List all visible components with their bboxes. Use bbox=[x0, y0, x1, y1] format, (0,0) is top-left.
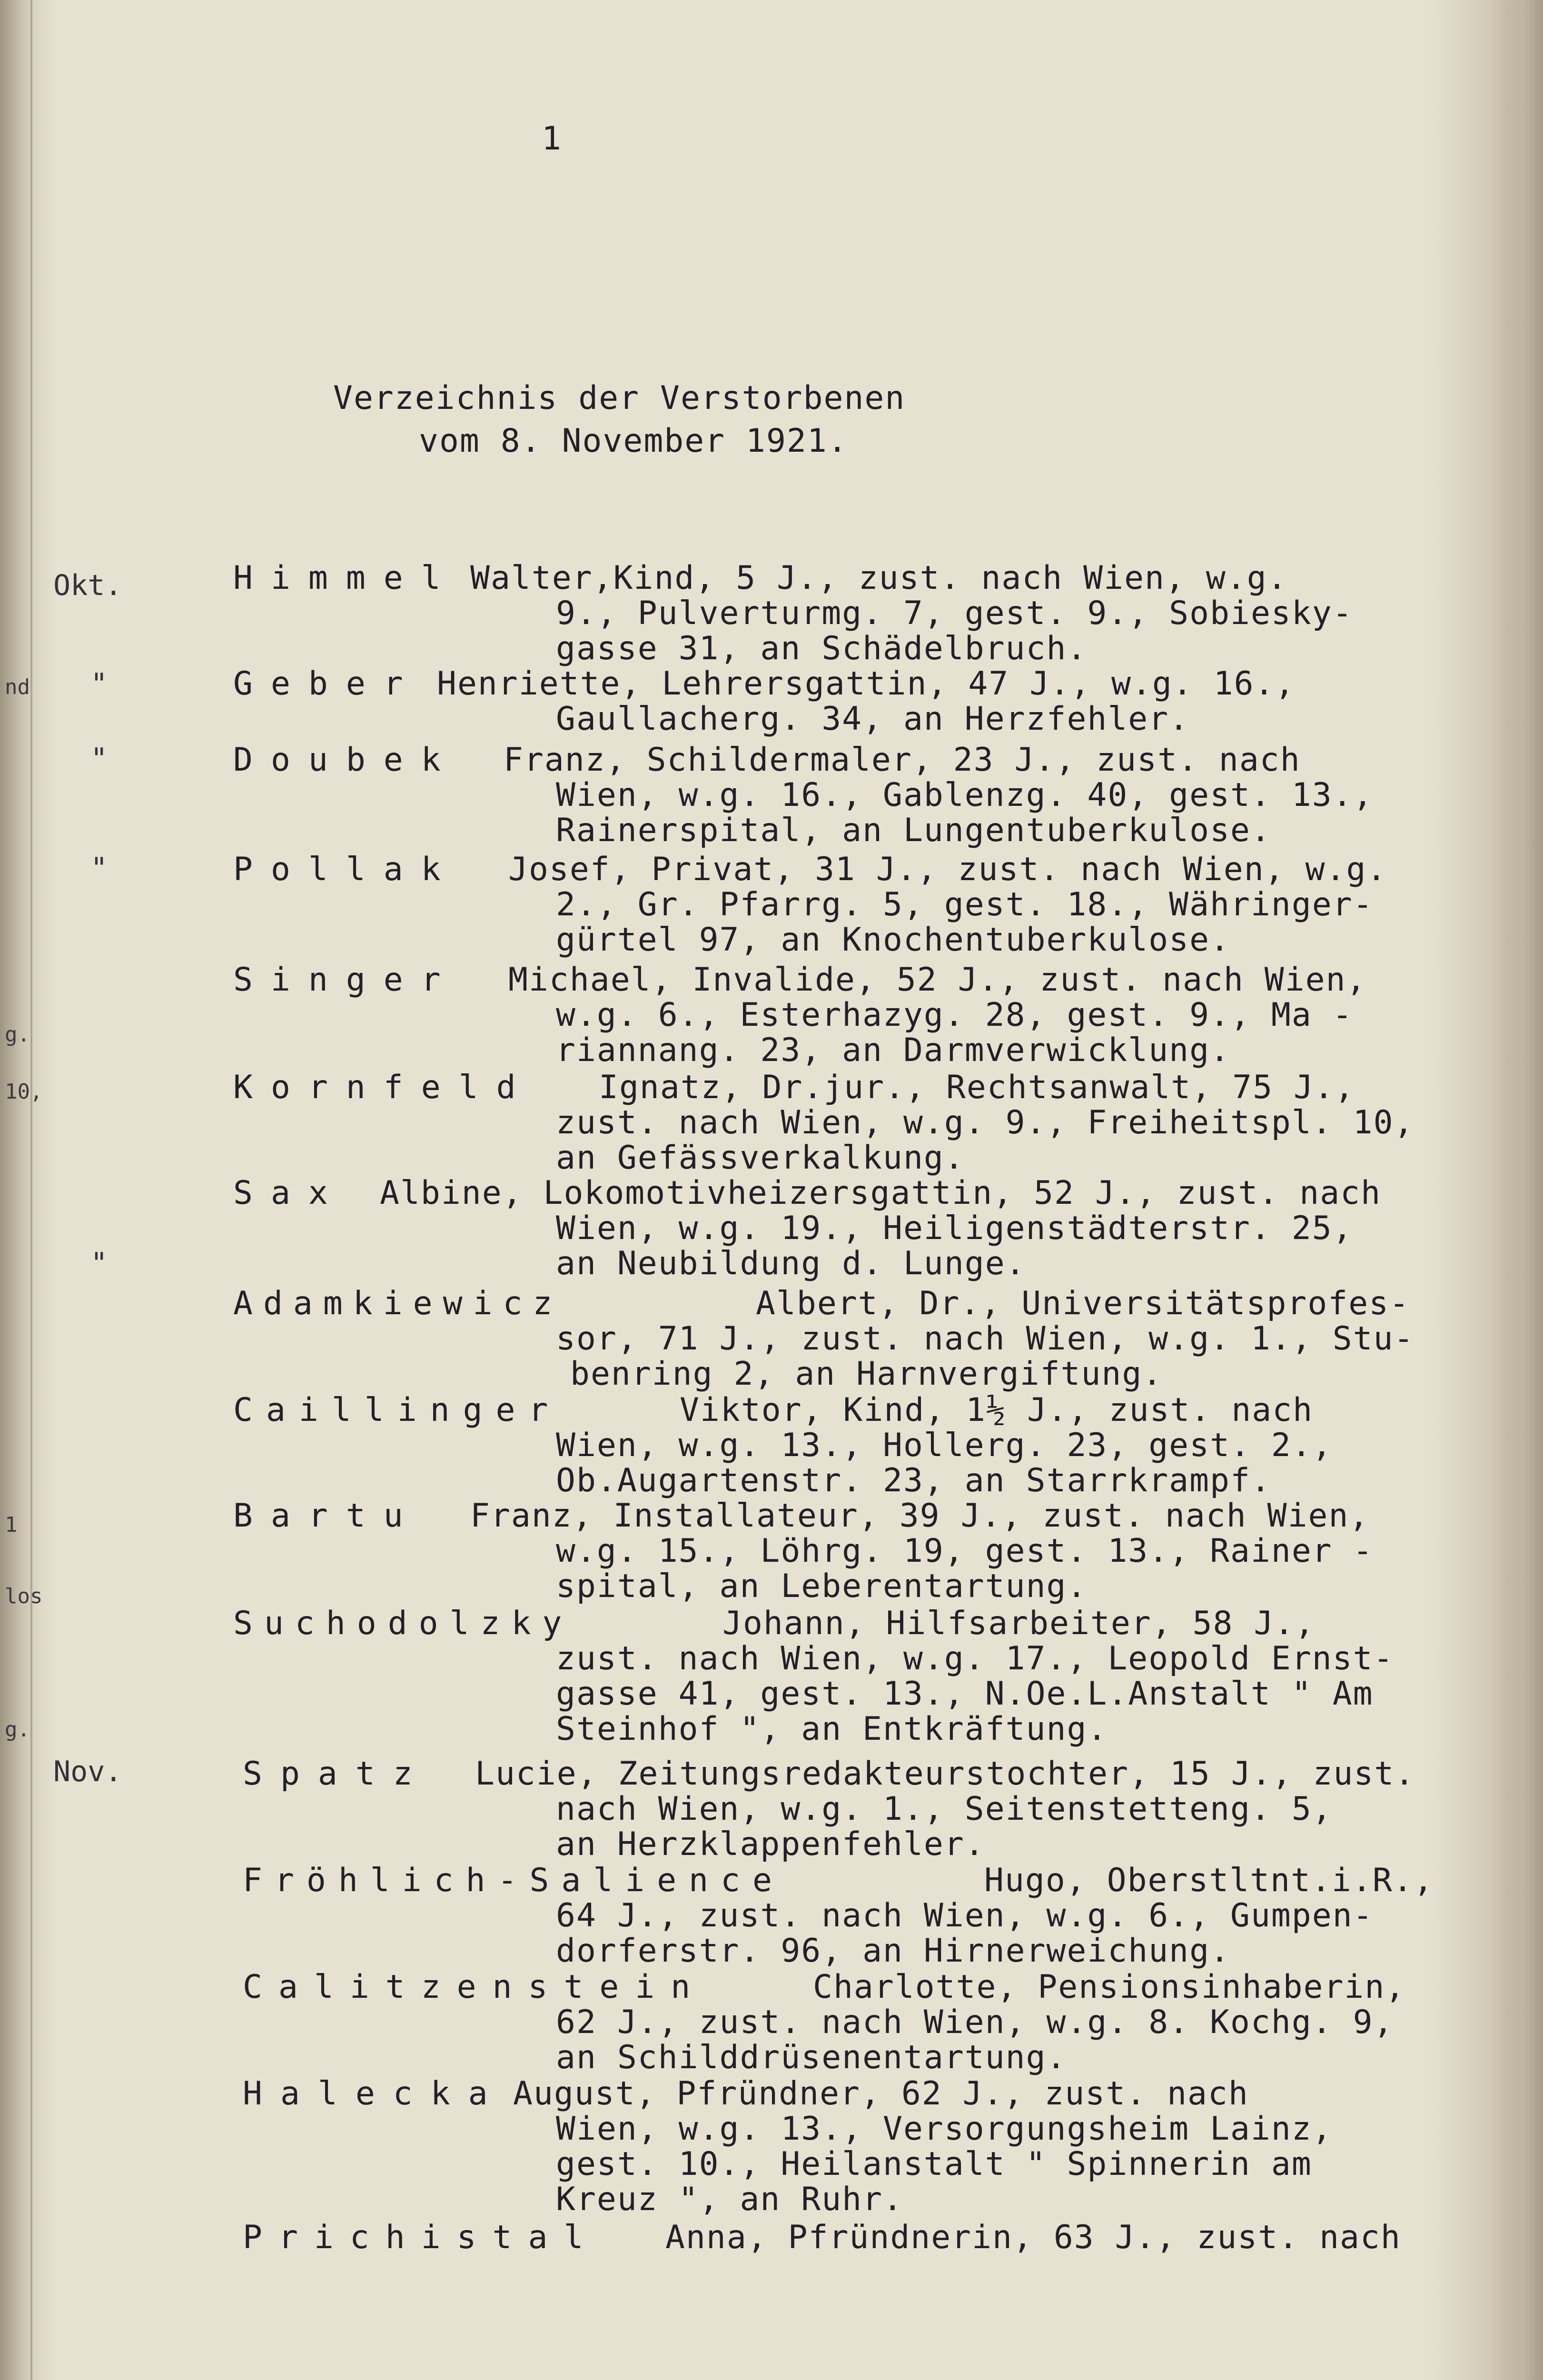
entry-text: Michael, Invalide, 52 J., zust. nach Wien, bbox=[508, 961, 1367, 999]
margin-ditto: " bbox=[90, 667, 108, 701]
entry-text: Hugo, Oberstltnt.i.R., bbox=[984, 1862, 1434, 1899]
entry-text: Viktor, Kind, 1½ J., zust. nach bbox=[680, 1391, 1314, 1429]
margin-date: Nov. bbox=[53, 1755, 122, 1788]
document-date: vom 8. November 1921. bbox=[419, 422, 848, 460]
entry-text: 9., Pulverturmg. 7, gest. 9., Sobiesky- bbox=[556, 595, 1353, 632]
entry-text: gasse 31, an Schädelbruch. bbox=[556, 630, 1088, 667]
entry-text: Charlotte, Pensionsinhaberin, bbox=[813, 1968, 1406, 2006]
margin-ditto: " bbox=[90, 1247, 108, 1280]
entry-text: Albert, Dr., Universitätsprofes- bbox=[756, 1285, 1410, 1322]
surname: Halecka bbox=[243, 2075, 506, 2112]
entry-text: Wien, w.g. 13., Hollerg. 23, gest. 2., bbox=[556, 1427, 1333, 1464]
entry-text: Josef, Privat, 31 J., zust. nach Wien, w.g. bbox=[508, 851, 1387, 888]
right-page-edge bbox=[1491, 0, 1543, 2380]
entry-text: Gaullacherg. 34, an Herzfehler. bbox=[556, 700, 1190, 738]
entry-text: sor, 71 J., zust. nach Wien, w.g. 1., Stu- bbox=[556, 1320, 1414, 1358]
margin-date: Okt. bbox=[53, 569, 122, 602]
surname: Kornfeld bbox=[233, 1069, 534, 1106]
entry-text: Lucie, Zeitungsredakteurstochter, 15 J., zust. bbox=[475, 1755, 1415, 1793]
entry-text: Franz, Schildermaler, 23 J., zust. nach bbox=[504, 741, 1301, 779]
entry-text: Henriette, Lehrersgattin, 47 J., w.g. 16., bbox=[437, 665, 1296, 703]
surname: Sax bbox=[233, 1174, 346, 1212]
entry-text: an Schilddrüsenentartung. bbox=[556, 2039, 1067, 2076]
entry-text: 62 J., zust. nach Wien, w.g. 8. Kochg. 9, bbox=[556, 2003, 1394, 2041]
surname: Pollak bbox=[233, 851, 459, 888]
edge-fragment: g. bbox=[5, 1022, 30, 1047]
entry-text: 2., Gr. Pfarrg. 5, gest. 18., Währinger- bbox=[556, 886, 1374, 923]
entry-text: Ignatz, Dr.jur., Rechtsanwalt, 75 J., bbox=[599, 1069, 1355, 1106]
surname: Fröhlich-Salience bbox=[243, 1862, 784, 1899]
entry-text: Johann, Hilfsarbeiter, 58 J., bbox=[722, 1605, 1316, 1642]
entry-text: Wien, w.g. 13., Versorgungsheim Lainz, bbox=[556, 2110, 1333, 2148]
entry-text: w.g. 6., Esterhazyg. 28, gest. 9., Ma - bbox=[556, 996, 1353, 1034]
entry-text: nach Wien, w.g. 1., Seitenstetteng. 5, bbox=[556, 1790, 1333, 1828]
entry-text: 64 J., zust. nach Wien, w.g. 6., Gumpen- bbox=[556, 1897, 1374, 1934]
entry-text: Kreuz ", an Ruhr. bbox=[556, 2181, 903, 2218]
entry-text: Walter,Kind, 5 J., zust. nach Wien, w.g. bbox=[470, 559, 1288, 597]
entry-text: zust. nach Wien, w.g. 17., Leopold Ernst- bbox=[556, 1640, 1394, 1677]
entry-text: an Gefässverkalkung. bbox=[556, 1139, 965, 1177]
entry-text: an Herzklappenfehler. bbox=[556, 1825, 985, 1863]
surname: Doubek bbox=[233, 741, 459, 779]
entry-text: spital, an Leberentartung. bbox=[556, 1567, 1088, 1605]
entry-text: Steinhof ", an Entkräftung. bbox=[556, 1710, 1108, 1748]
surname: Suchodolzky bbox=[233, 1605, 574, 1642]
margin-ditto: " bbox=[90, 742, 108, 775]
surname: Adamkiewicz bbox=[233, 1285, 563, 1322]
surname: Bartu bbox=[233, 1497, 421, 1535]
entry-text: Wien, w.g. 16., Gablenzg. 40, gest. 13., bbox=[556, 776, 1374, 814]
entry-text: Albine, Lokomotivheizersgattin, 52 J., zust. nach bbox=[380, 1174, 1382, 1212]
entry-text: Anna, Pfründnerin, 63 J., zust. nach bbox=[665, 2219, 1401, 2256]
edge-fragment: 10, bbox=[5, 1080, 43, 1104]
edge-fragment: g. bbox=[5, 1717, 30, 1742]
entry-text: benring 2, an Harnvergiftung. bbox=[570, 1355, 1163, 1393]
entry-text: zust. nach Wien, w.g. 9., Freiheitspl. 10, bbox=[556, 1104, 1414, 1141]
entry-text: w.g. 15., Löhrg. 19, gest. 13., Rainer - bbox=[556, 1532, 1374, 1570]
entry-text: gürtel 97, an Knochentuberkulose. bbox=[556, 921, 1231, 959]
surname: Singer bbox=[233, 961, 459, 999]
surname: Caillinger bbox=[233, 1391, 562, 1429]
entry-text: August, Pfründner, 62 J., zust. nach bbox=[513, 2075, 1249, 2112]
surname: Prichistal bbox=[243, 2219, 600, 2256]
entry-text: Wien, w.g. 19., Heiligenstädterstr. 25, bbox=[556, 1210, 1353, 1247]
edge-fragment: 1 bbox=[5, 1513, 18, 1537]
surname: Geber bbox=[233, 665, 421, 703]
margin-ditto: " bbox=[90, 852, 108, 885]
entry-text: an Neubildung d. Lunge. bbox=[556, 1245, 1026, 1282]
binding-fold bbox=[30, 0, 32, 2380]
surname: Spatz bbox=[243, 1755, 431, 1793]
edge-fragment: nd bbox=[5, 675, 30, 699]
entry-text: Franz, Installateur, 39 J., zust. nach Wien, bbox=[470, 1497, 1370, 1535]
document-heading: Verzeichnis der Verstorbenen bbox=[333, 379, 906, 417]
page-number: 1 bbox=[542, 120, 562, 158]
entry-text: dorferstr. 96, an Hirnerweichung. bbox=[556, 1932, 1231, 1970]
entry-text: Rainerspital, an Lungentuberkulose. bbox=[556, 812, 1271, 849]
entry-text: gest. 10., Heilanstalt " Spinnerin am bbox=[556, 2145, 1312, 2183]
edge-fragment: los bbox=[5, 1584, 43, 1608]
entry-text: Ob.Augartenstr. 23, an Starrkrampf. bbox=[556, 1462, 1271, 1499]
entry-text: gasse 41, gest. 13., N.Oe.L.Anstalt " Am bbox=[556, 1675, 1374, 1713]
surname: Himmel bbox=[233, 559, 459, 597]
entry-text: riannang. 23, an Darmverwicklung. bbox=[556, 1031, 1231, 1069]
surname: Calitzenstein bbox=[243, 1968, 707, 2006]
